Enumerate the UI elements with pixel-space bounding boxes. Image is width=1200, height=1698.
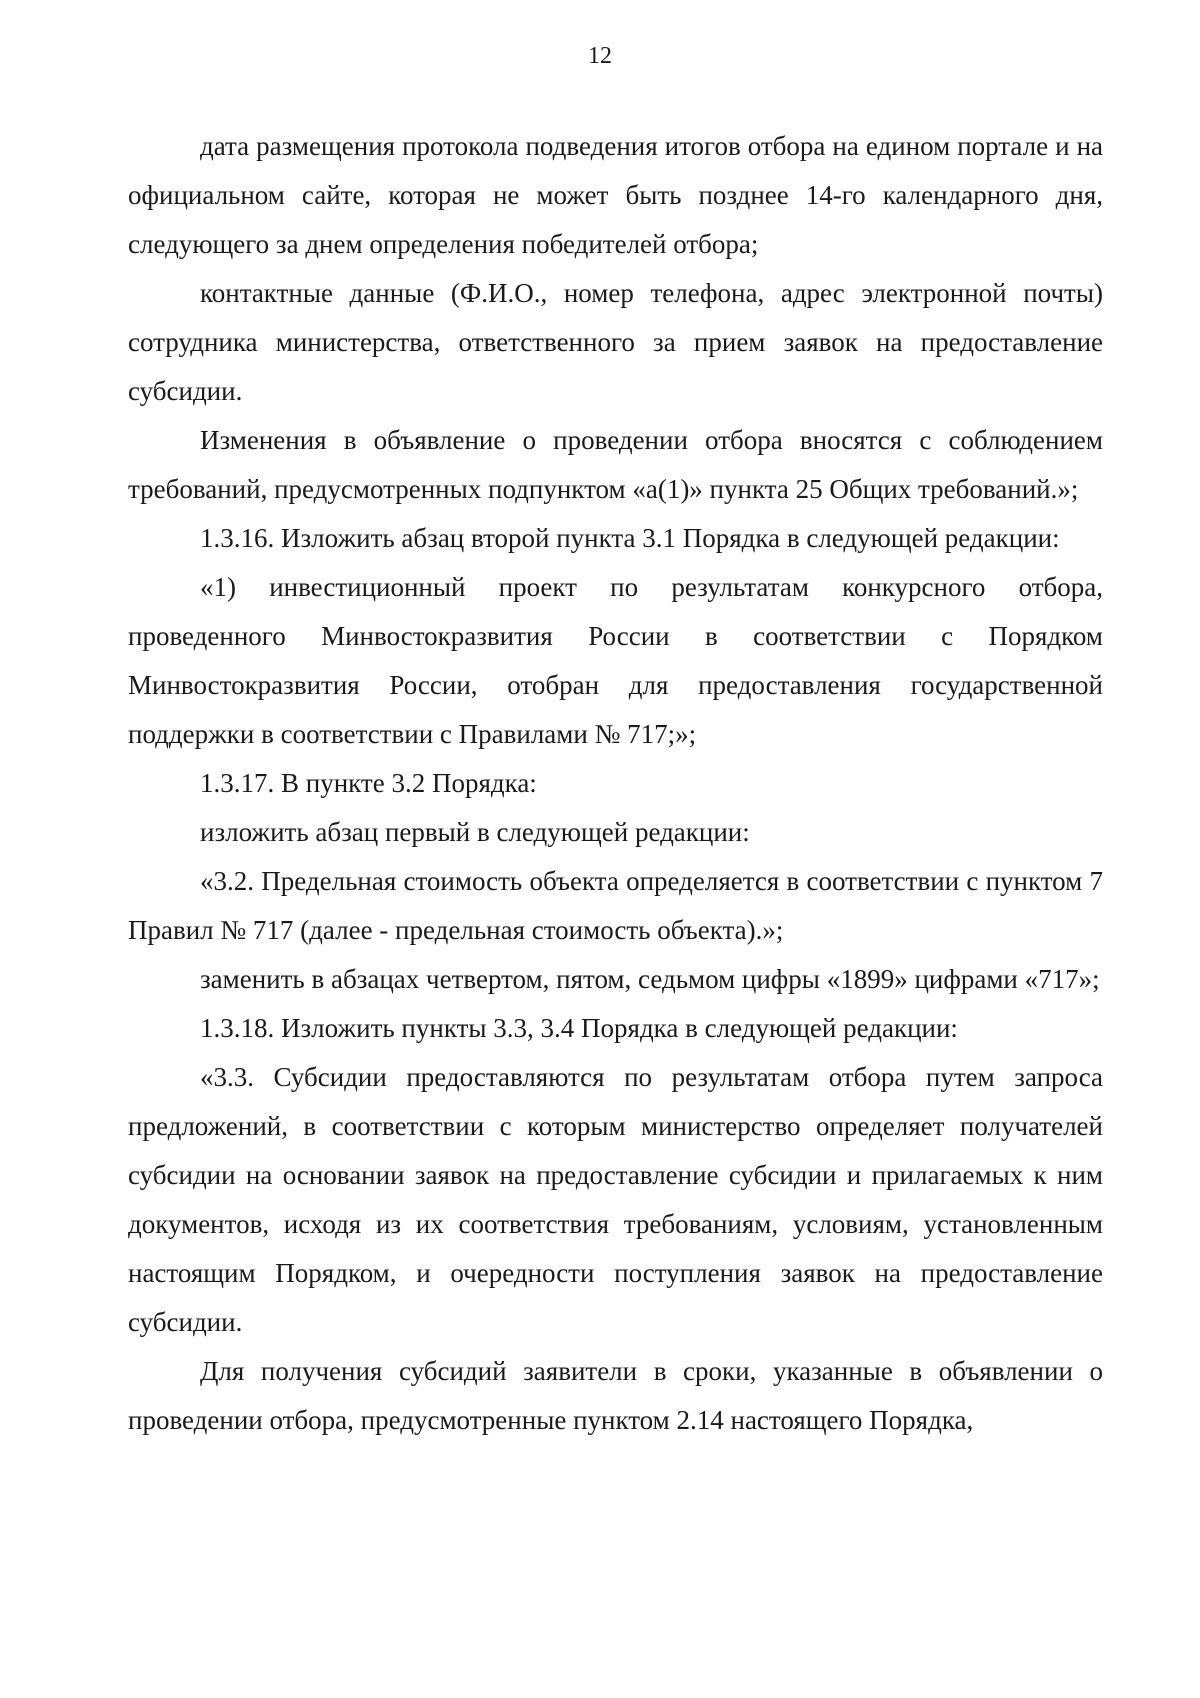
paragraph: дата размещения протокола подведения итогов отбора на едином портале и на официальном сайте, которая не может быть позднее 14-го календарного дня, следующего за днем определения победителей отбора; — [128, 131, 1103, 259]
paragraph: «1) инвестиционный проект по результатам конкурсного отбора, проведенного Минвостокразвития России в соответствии с Порядком Минвостокразвития России, отобран для предоставления государственной поддержки в соответствии с Правилами № 717;»; — [128, 572, 1103, 749]
page-number: 12 — [588, 43, 612, 69]
paragraph: 1.3.17. В пункте 3.2 Порядка: — [200, 768, 537, 798]
paragraph: изложить абзац первый в следующей редакции: — [200, 817, 750, 847]
paragraph: контактные данные (Ф.И.О., номер телефона, адрес электронной почты) сотрудника министерства, ответственного за прием заявок на предоставление субсидии. — [128, 278, 1103, 406]
paragraph: 1.3.18. Изложить пункты 3.3, 3.4 Порядка в следующей редакции: — [200, 1013, 958, 1043]
document-body — [128, 122, 1103, 1445]
paragraph: «3.2. Предельная стоимость объекта определяется в соответствии с пунктом 7 Правил № 717 (далее - предельная стоимость объекта).»; — [128, 866, 1103, 945]
paragraph: Для получения субсидий заявители в сроки, указанные в объявлении о проведении отбора, предусмотренные пунктом 2.14 настоящего Порядка, — [128, 1356, 1103, 1435]
paragraph: Изменения в объявление о проведении отбора вносятся с соблюдением требований, предусмотренных подпунктом «а(1)» пункта 25 Общих требований.»; — [128, 425, 1103, 504]
paragraph: «3.3. Субсидии предоставляются по результатам отбора путем запроса предложений, в соответствии с которым министерство определяет получателей субсидии на основании заявок на предоставление субсидии и прилагаемых к ним документов, исходя из их соответствия требованиям, условиям, установленным настоящим Порядком, и очередности поступления заявок на предоставление субсидии. — [128, 1062, 1103, 1337]
paragraph: заменить в абзацах четвертом, пятом, седьмом цифры «1899» цифрами «717»; — [200, 964, 1100, 994]
paragraph: 1.3.16. Изложить абзац второй пункта 3.1 Порядка в следующей редакции: — [200, 523, 1060, 553]
